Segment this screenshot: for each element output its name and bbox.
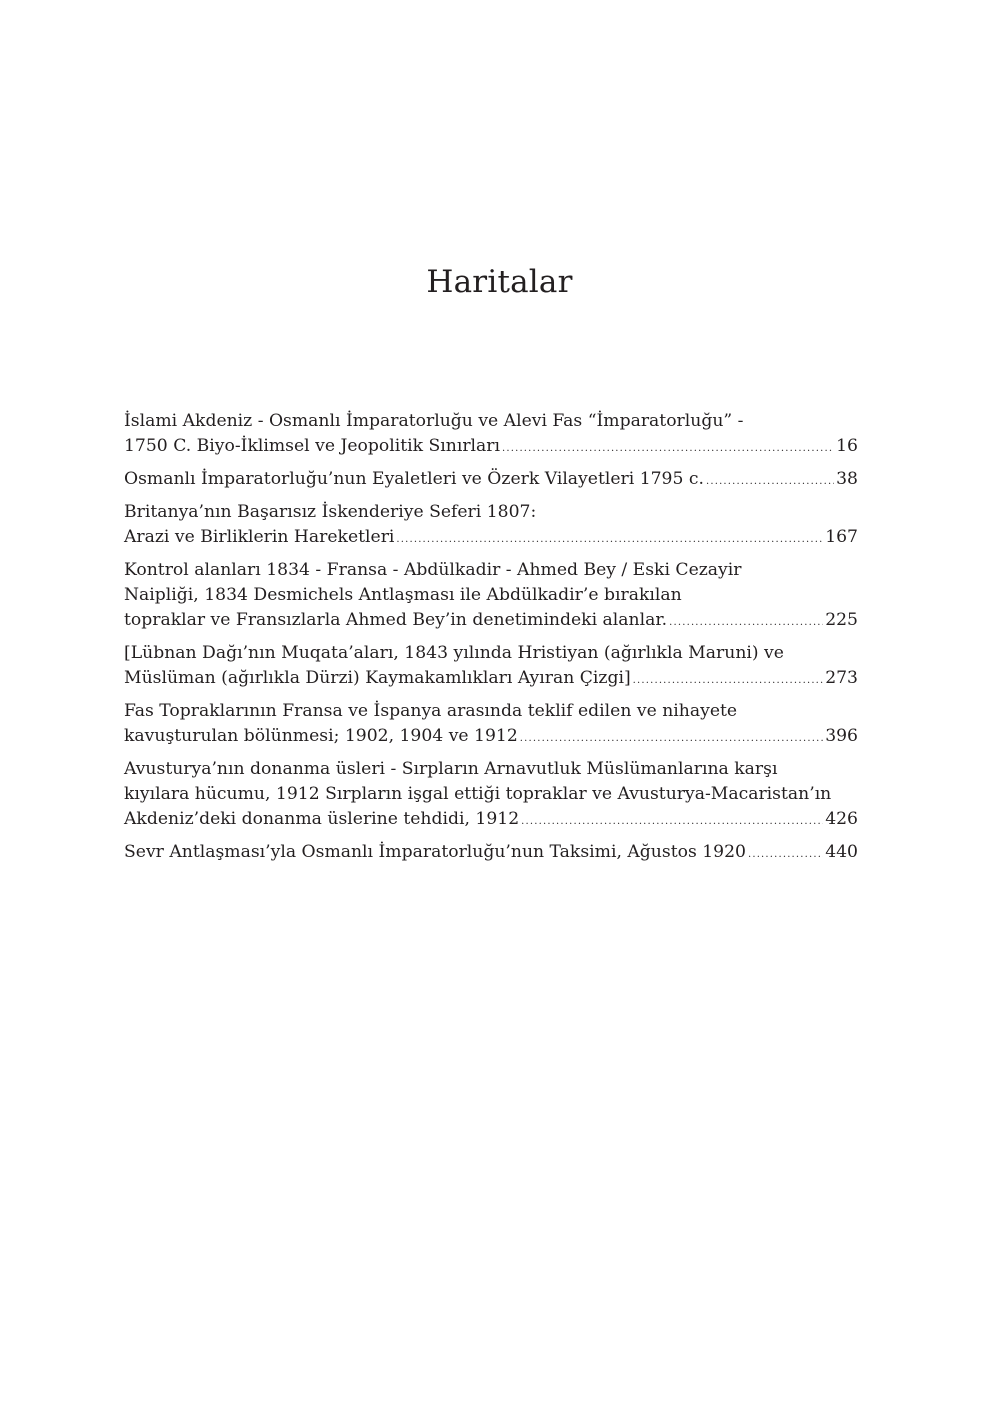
toc-entry <box>124 840 858 867</box>
dot-leader <box>706 467 834 494</box>
dot-leader <box>521 807 823 834</box>
toc-entry-line: Osmanlı İmparatorluğu’nun Eyaletleri ve Özerk Vilayetleri 1795 c. <box>124 469 704 489</box>
toc-entry <box>124 699 858 751</box>
page-number: 396 <box>825 726 858 746</box>
toc-entry-last-line <box>124 608 858 635</box>
page-number: 426 <box>825 809 858 829</box>
page-number: 440 <box>825 842 858 862</box>
toc-entry <box>124 409 858 461</box>
toc-entry-last-line <box>124 525 858 552</box>
toc-entry-last-line <box>124 467 858 494</box>
page-number: 225 <box>825 610 858 630</box>
page-number: 16 <box>836 436 858 456</box>
toc-entry-last-line <box>124 840 858 867</box>
toc-entry-last-line <box>124 666 858 693</box>
toc-entry-line: Kontrol alanları 1834 - Fransa - Abdülkadir - Ahmed Bey / Eski Cezayir <box>124 560 742 580</box>
dot-leader <box>396 525 823 552</box>
toc-entry-line: Akdeniz’deki donanma üslerine tehdidi, 1912 <box>124 809 520 829</box>
toc-entry-line: 1750 C. Biyo-İklimsel ve Jeopolitik Sınırları <box>124 436 501 456</box>
dot-leader <box>669 608 823 635</box>
toc-entry-last-line <box>124 434 858 461</box>
toc-entry-line: Sevr Antlaşması’yla Osmanlı İmparatorluğu’nun Taksimi, Ağustos 1920 <box>124 842 746 862</box>
toc-entry <box>124 500 858 552</box>
toc-entry-line: İslami Akdeniz - Osmanlı İmparatorluğu ve Alevi Fas “İmparatorluğu” - <box>124 411 744 431</box>
toc-entry-line: Britanya’nın Başarısız İskenderiye Seferi 1807: <box>124 502 537 522</box>
toc-entry-last-line <box>124 724 858 751</box>
toc-entry <box>124 558 858 635</box>
page-title: Haritalar <box>426 264 573 300</box>
toc-entry-line: topraklar ve Fransızlarla Ahmed Bey’in denetimindeki alanlar. <box>124 610 668 630</box>
dot-leader <box>502 434 834 461</box>
toc-entry-last-line <box>124 807 858 834</box>
toc-entry-line: Naipliği, 1834 Desmichels Antlaşması ile Abdülkadir’e bırakılan <box>124 585 682 605</box>
toc-entry-line: Fas Topraklarının Fransa ve İspanya arasında teklif edilen ve nihayete <box>124 701 738 721</box>
toc-entry <box>124 641 858 693</box>
page-number: 167 <box>825 527 858 547</box>
page-number: 38 <box>836 469 858 489</box>
toc-entry-line: Avusturya’nın donanma üsleri - Sırpların Arnavutluk Müslümanlarına karşı <box>124 759 778 779</box>
dot-leader <box>633 666 824 693</box>
page-number: 273 <box>825 668 858 688</box>
toc-entry-line: Müslüman (ağırlıkla Dürzi) Kaymakamlıkları Ayıran Çizgi] <box>124 668 631 688</box>
dot-leader <box>520 724 823 751</box>
table-of-contents <box>124 409 858 873</box>
toc-entry-line: Arazi ve Birliklerin Hareketleri <box>124 527 395 547</box>
toc-entry <box>124 467 858 494</box>
toc-entry-line: [Lübnan Dağı’nın Muqata’aları, 1843 yılında Hristiyan (ağırlıkla Maruni) ve <box>124 643 784 663</box>
toc-entry <box>124 757 858 834</box>
toc-entry-line: kıyılara hücumu, 1912 Sırpların işgal ettiği topraklar ve Avusturya-Macaristan’ın <box>124 784 832 804</box>
toc-entry-line: kavuşturulan bölünmesi; 1902, 1904 ve 1912 <box>124 726 518 746</box>
dot-leader <box>748 840 823 867</box>
